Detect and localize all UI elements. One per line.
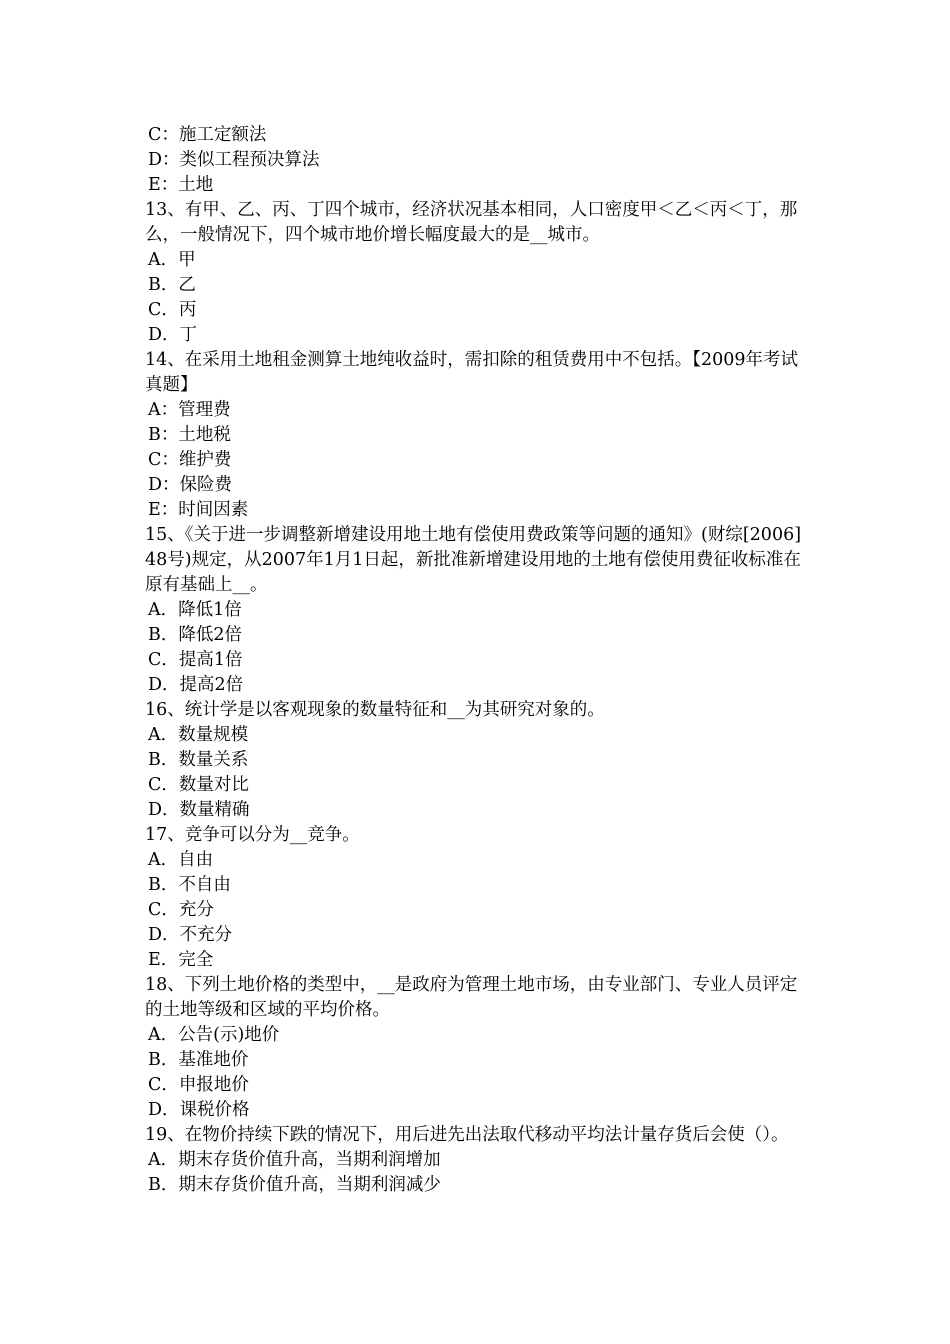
answer-option: E．完全 — [148, 950, 214, 970]
answer-option: B．数量关系 — [148, 750, 249, 770]
answer-option: B．基准地价 — [148, 1050, 249, 1070]
answer-option: E：土地 — [148, 175, 214, 195]
question-text: 16、统计学是以客观现象的数量特征和__为其研究对象的。 — [145, 700, 605, 720]
answer-option: B：土地税 — [148, 425, 231, 445]
answer-option: D．丁 — [148, 325, 198, 345]
answer-option: A．自由 — [148, 850, 214, 870]
question-text: 15、《关于进一步调整新增建设用地土地有偿使用费政策等问题的通知》(财综[2006]48号)规定，从2007年1月1日起，新批准新增建设用地的土地有偿使用费征收标准在原有基础上__。 — [145, 525, 802, 595]
answer-option: D．提高2倍 — [148, 675, 244, 695]
answer-option: A．期末存货价值升高，当期利润增加 — [148, 1150, 441, 1170]
question-text: 13、有甲、乙、丙、丁四个城市，经济状况基本相同，人口密度甲＜乙＜丙＜丁，那么，一般情况下，四个城市地价增长幅度最大的是__城市。 — [145, 200, 798, 245]
answer-option: C．数量对比 — [148, 775, 249, 795]
answer-option: D．不充分 — [148, 925, 233, 945]
answer-option: D．课税价格 — [148, 1100, 250, 1120]
answer-option: D．数量精确 — [148, 800, 250, 820]
answer-option: B．不自由 — [148, 875, 231, 895]
answer-option: D：保险费 — [148, 475, 233, 495]
answer-option: C：施工定额法 — [148, 125, 267, 145]
answer-option: C：维护费 — [148, 450, 232, 470]
answer-option: C．丙 — [148, 300, 197, 320]
answer-option: A．甲 — [148, 250, 196, 270]
answer-option: C．申报地价 — [148, 1075, 249, 1095]
answer-option: C．充分 — [148, 900, 214, 920]
answer-option: A．数量规模 — [148, 725, 249, 745]
answer-option: A．公告(示)地价 — [148, 1025, 280, 1045]
answer-option: B．降低2倍 — [148, 625, 242, 645]
question-text: 14、在采用土地租金测算土地纯收益时，需扣除的租赁费用中不包括。【2009年考试真题】 — [145, 350, 799, 395]
question-text: 18、下列土地价格的类型中，__是政府为管理土地市场，由专业部门、专业人员评定的土地等级和区域的平均价格。 — [145, 975, 798, 1020]
answer-option: E：时间因素 — [148, 500, 249, 520]
answer-option: A．降低1倍 — [148, 600, 242, 620]
answer-option: C．提高1倍 — [148, 650, 243, 670]
answer-option: B．乙 — [148, 275, 196, 295]
question-text: 17、竞争可以分为__竞争。 — [145, 825, 360, 845]
question-text: 19、在物价持续下跌的情况下，用后进先出法取代移动平均法计量存货后会使（）。 — [145, 1125, 789, 1145]
document-body — [145, 123, 810, 1198]
answer-option: D：类似工程预决算法 — [148, 150, 320, 170]
answer-option: B．期末存货价值升高，当期利润减少 — [148, 1175, 441, 1195]
answer-option: A：管理费 — [148, 400, 231, 420]
